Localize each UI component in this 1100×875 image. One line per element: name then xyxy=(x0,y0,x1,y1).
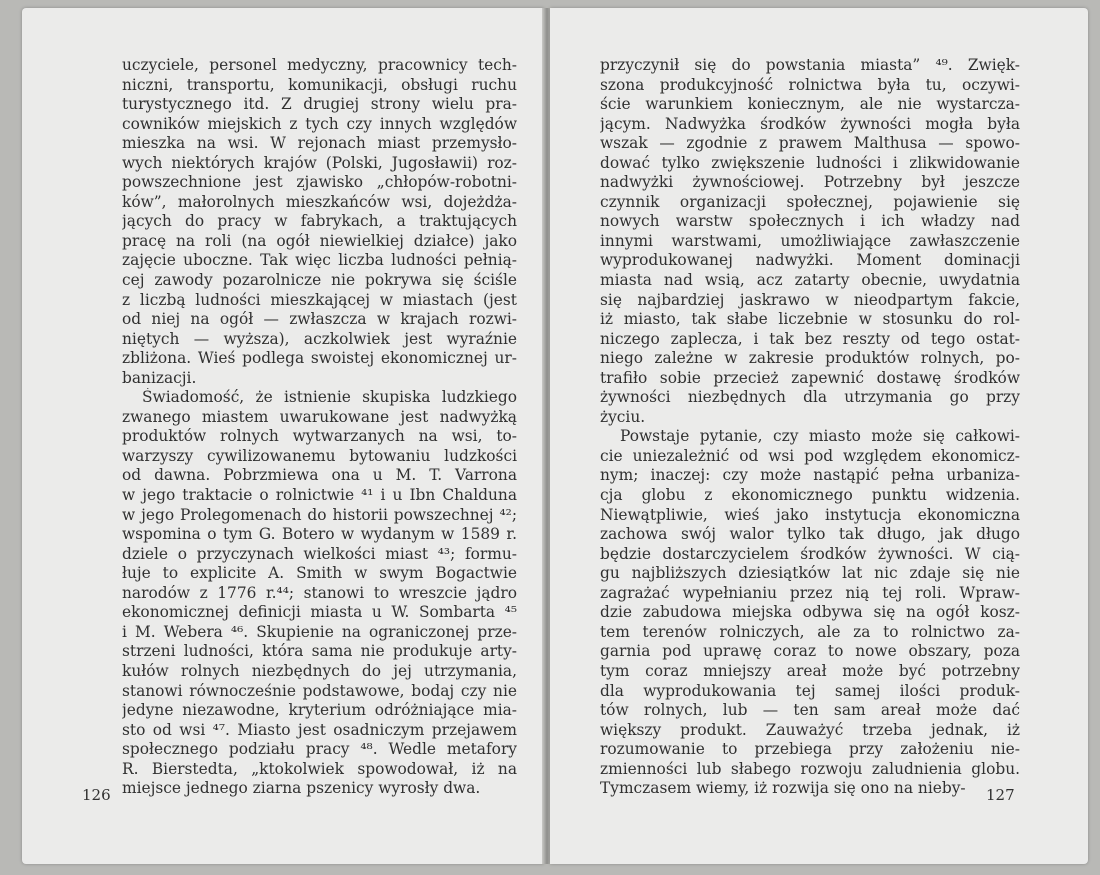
text-line: rozumowanie to przebiega przy założeniu nie- xyxy=(600,740,1020,759)
text-line: powszechnione jest zjawisko „chłopów-robotni- xyxy=(122,173,517,192)
text-line: dować tylko zwiększenie ludności i zlikwidowanie xyxy=(600,153,1020,172)
text-line: i M. Webera ⁴⁶. Skupienie na ograniczonej prze- xyxy=(122,622,517,641)
text-line: warzyszy cywilizowanemu bytowaniu ludzkości xyxy=(122,446,517,465)
text-line: zbliżona. Wieś podlega swoistej ekonomicznej ur- xyxy=(122,349,517,368)
text-line: banizacji. xyxy=(122,368,197,387)
text-line: tym coraz mniejszy areał może być potrzebny xyxy=(600,661,1020,680)
text-line: się najbardziej jaskrawo w nieodpartym fakcie, xyxy=(600,290,1020,309)
text-line: Tymczasem wiemy, iż rozwija się ono na nieby- xyxy=(600,779,966,798)
text-line: trafiło sobie przecież zapewnić dostawę środków xyxy=(600,368,1020,387)
text-line: żywności niezbędnych dla utrzymania go przy xyxy=(600,388,1020,407)
text-line: niczni, transportu, komunikacji, obsługi ruchu xyxy=(122,75,517,94)
text-line: szona produkcyjność rolnictwa była tu, oczywi- xyxy=(600,75,1020,94)
text-line: sto od wsi ⁴⁷. Miasto jest osadniczym przejawem xyxy=(122,720,517,739)
text-line: gu najbliższych dziesiątków lat nic zdaje się nie xyxy=(600,564,1020,583)
text-line: iż miasto, tak słabe liczebnie w stosunku do rol- xyxy=(600,310,1020,329)
text-line: wych niektórych krajów (Polski, Jugosławii) roz- xyxy=(122,153,517,172)
text-line: mieszka na wsi. W rejonach miast przemysło- xyxy=(122,134,517,153)
left-page-number: 126 xyxy=(82,786,111,804)
text-line: Powstaje pytanie, czy miasto może się całkowi- xyxy=(620,427,1020,446)
text-line: zachowa swój walor tylko tak długo, jak długo xyxy=(600,525,1020,544)
text-line: cej zawody pozarolnicze nie pokrywa się ściśle xyxy=(122,271,517,290)
text-line: ście warunkiem koniecznym, ale nie wystarcza- xyxy=(600,95,1020,114)
text-line: kułów rolnych niezbędnych do jej utrzymania, xyxy=(122,661,517,680)
text-line: większy produkt. Zauważyć trzeba jednak, iż xyxy=(600,720,1020,739)
text-line: miejsce jednego ziarna pszenicy wyrosły dwa. xyxy=(122,779,481,798)
text-line: nowych warstw społecznych i ich władzy nad xyxy=(600,212,1020,231)
text-line: przyczynił się do powstania miasta” ⁴⁹. Zwięk- xyxy=(600,56,1020,74)
left-page xyxy=(22,8,544,864)
text-line: ekonomicznej definicji miasta u W. Sombarta ⁴⁵ xyxy=(122,603,517,622)
text-line: stanowi równocześnie podstawowe, bodaj czy nie xyxy=(122,681,517,700)
text-line: garnia pod uprawę coraz to nowe obszary, poza xyxy=(600,642,1020,661)
text-line: cja globu z ekonomicznego punktu widzenia. xyxy=(600,486,1020,505)
text-line: miasta nad wsią, acz zatarty obecnie, uwydatnia xyxy=(600,271,1020,290)
text-line: niczego zaplecza, i tak bez reszty od tego ostat- xyxy=(600,329,1020,348)
text-line: z liczbą ludności mieszkającej w miastach (jest xyxy=(122,290,517,309)
right-page-number: 127 xyxy=(986,786,1015,804)
text-line: uczyciele, personel medyczny, pracownicy tech- xyxy=(122,56,517,74)
text-line: wyprodukowanej nadwyżki. Moment dominacji xyxy=(600,251,1020,270)
text-line: zmienności lub słabego rozwoju zaludnienia globu. xyxy=(600,759,1020,778)
text-line: zagrażać wypełnianiu przez nią tej roli. Wpraw- xyxy=(600,583,1020,602)
text-line: zwanego miastem uwarukowane jest nadwyżką xyxy=(122,407,517,426)
text-line: życiu. xyxy=(600,407,646,426)
text-line: jącym. Nadwyżka środków żywności mogła była xyxy=(600,114,1020,133)
text-line: nadwyżki żywnościowej. Potrzebny był jeszcze xyxy=(600,173,1020,192)
text-line: od dawna. Pobrzmiewa ona u M. T. Varrona xyxy=(122,466,517,485)
text-line: czynnik organizacji społecznej, pojawienie się xyxy=(600,192,1020,211)
text-line: dla wyprodukowania tej samej ilości produk- xyxy=(600,681,1020,700)
text-line: od niej na ogół — zwłaszcza w krajach rozwi- xyxy=(122,310,517,329)
text-line: cowników miejskich z tych czy innych względów xyxy=(122,114,517,133)
text-line: w jego Prolegomenach do historii powszechnej ⁴²; xyxy=(122,505,517,524)
right-page-text xyxy=(600,56,1020,799)
text-line: produktów rolnych wytwarzanych na wsi, to- xyxy=(122,427,517,446)
text-line: cie uniezależnić od wsi pod względem ekonomicz- xyxy=(600,446,1020,465)
text-line: R. Bierstedta, „ktokolwiek spowodował, iż na xyxy=(122,759,517,778)
text-line: turystycznego itd. Z drugiej strony wielu pra- xyxy=(122,95,517,114)
text-line: społecznego podziału pracy ⁴⁸. Wedle metafory xyxy=(122,740,517,759)
right-page xyxy=(550,8,1088,864)
text-line: tów rolnych, lub — ten sam areał może dać xyxy=(600,701,1020,720)
text-line: narodów z 1776 r.⁴⁴; stanowi to wreszcie jądro xyxy=(122,583,517,602)
text-line: będzie dostarczycielem środków żywności. W cią- xyxy=(600,544,1020,563)
text-line: dziele o przyczynach wielkości miast ⁴³; formu- xyxy=(122,544,517,563)
text-line: w jego traktacie o rolnictwie ⁴¹ i u Ibn Chalduna xyxy=(122,486,517,505)
text-line: Niewątpliwie, wieś jako instytucja ekonomiczna xyxy=(600,505,1020,524)
text-line: jedyne niezawodne, kryterium odróżniające mia- xyxy=(122,701,517,720)
text-line: zajęcie uboczne. Tak więc liczba ludności pełnią- xyxy=(122,251,517,270)
text-line: strzeni ludności, która sama nie produkuje arty- xyxy=(122,642,517,661)
text-line: dzie zabudowa miejska odbywa się na ogół kosz- xyxy=(600,603,1020,622)
text-line: ków”, małorolnych mieszkańców wsi, dojeżdża- xyxy=(122,192,517,211)
text-line: pracę na roli (na ogół niewielkiej działce) jako xyxy=(122,231,517,250)
text-line: wspomina o tym G. Botero w wydanym w 1589 r. xyxy=(122,525,517,544)
text-line: łuje to explicite A. Smith w swym Bogactwie xyxy=(122,564,517,583)
text-line: wszak — zgodnie z prawem Malthusa — spowo- xyxy=(600,134,1020,153)
text-line: innymi warstwami, umożliwiające zawłaszczenie xyxy=(600,231,1020,250)
left-page-text xyxy=(122,56,517,799)
text-line: tem terenów rolniczych, ale za to rolnictwo za- xyxy=(600,622,1020,641)
text-line: jących do pracy w fabrykach, a traktujących xyxy=(122,212,517,231)
text-line: Świadomość, że istnienie skupiska ludzkiego xyxy=(142,388,517,407)
text-line: niego zależne w zakresie produktów rolnych, po- xyxy=(600,349,1020,368)
text-line: niętych — wyższa), aczkolwiek jest wyraźnie xyxy=(122,329,517,348)
text-line: nym; inaczej: czy może nastąpić pełna urbaniza- xyxy=(600,466,1020,485)
